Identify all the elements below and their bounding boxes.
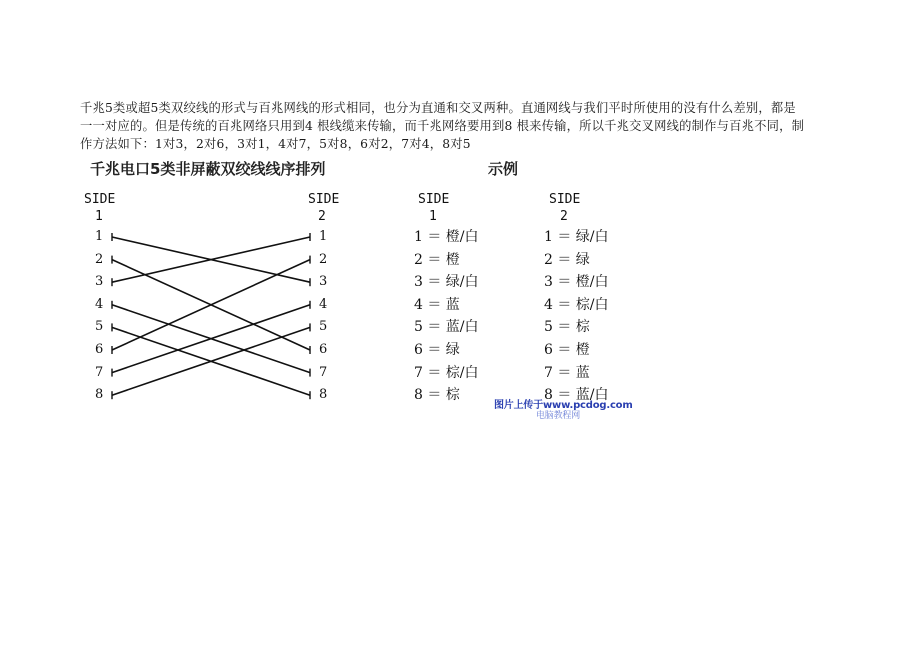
example-side2-row-5: 5 ＝ 棕 xyxy=(544,319,590,336)
left-pin-3: 3 xyxy=(95,274,104,290)
example-side1-number: 1 xyxy=(429,209,437,224)
right-pin-3: 3 xyxy=(319,274,328,290)
right-pin-5: 5 xyxy=(319,319,328,335)
example-side1-row-7: 7 ＝ 棕/白 xyxy=(414,364,479,381)
example-side2-row-2: 2 ＝ 绿 xyxy=(544,251,590,268)
right-pin-7: 7 xyxy=(319,364,328,380)
example-side1-row-6: 6 ＝ 绿 xyxy=(414,342,460,358)
example-side2-label: SIDE xyxy=(549,192,581,207)
right-pin-2: 2 xyxy=(319,251,328,267)
example-title: 示例 xyxy=(488,160,519,178)
left-side-label: SIDE xyxy=(84,192,116,207)
left-pin-5: 5 xyxy=(95,319,104,335)
example-side1-row-1: 1 ＝ 橙/白 xyxy=(414,229,479,245)
left-side-number: 1 xyxy=(95,209,103,224)
right-pin-6: 6 xyxy=(319,342,328,357)
watermark-line2: 电脑教程网 xyxy=(536,411,581,421)
example-side1-row-2: 2 ＝ 橙 xyxy=(414,251,460,268)
watermark xyxy=(494,400,633,421)
right-pin-1: 1 xyxy=(319,229,328,244)
right-side-label: SIDE xyxy=(308,192,340,207)
example-side2-row-1: 1 ＝ 绿/白 xyxy=(544,229,609,245)
example-side2-row-3: 3 ＝ 橙/白 xyxy=(544,274,609,291)
right-pin-8: 8 xyxy=(319,387,328,403)
example-side2-number: 2 xyxy=(560,209,568,224)
example-side1-row-8: 8 ＝ 棕 xyxy=(414,387,460,404)
example-side1-row-5: 5 ＝ 蓝/白 xyxy=(414,319,479,336)
right-side-number: 2 xyxy=(318,209,326,224)
intro-line: 一一对应的。但是传统的百兆网络只用到4 根线缆来传输，而千兆网络要用到8 根来传输，所以千兆交叉网线的制作与百兆不同，制 xyxy=(80,119,805,133)
intro-line: 千兆5类或超5类双绞线的形式与百兆网线的形式相同，也分为直通和交叉两种。直通网线与我们平时所使用的没有什么差别，都是 xyxy=(80,101,796,115)
example-side1-row-4: 4 ＝ 蓝 xyxy=(414,296,460,313)
left-pin-2: 2 xyxy=(95,251,104,267)
example-side2-row-8: 8 ＝ 蓝/白 xyxy=(544,387,609,404)
example-side1-row-3: 3 ＝ 绿/白 xyxy=(414,274,479,291)
left-pin-7: 7 xyxy=(95,364,104,380)
example-side2-row-6: 6 ＝ 橙 xyxy=(544,342,590,358)
left-pin-8: 8 xyxy=(95,387,104,403)
example-side2-row-7: 7 ＝ 蓝 xyxy=(544,364,590,381)
left-pin-6: 6 xyxy=(95,342,104,357)
watermark-line1: 图片上传于www.pcdog.com xyxy=(494,400,633,411)
left-pin-4: 4 xyxy=(95,296,104,312)
example-side1-label: SIDE xyxy=(418,192,450,207)
right-pin-4: 4 xyxy=(319,296,328,312)
intro-line: 作方法如下：1对3，2对6，3对1，4对7，5对8，6对2，7对4，8对5 xyxy=(80,137,471,151)
diagram-title: 千兆电口5类非屏蔽双绞线线序排列 xyxy=(90,160,326,178)
example-side2-row-4: 4 ＝ 棕/白 xyxy=(544,296,609,313)
left-pin-1: 1 xyxy=(95,229,104,244)
